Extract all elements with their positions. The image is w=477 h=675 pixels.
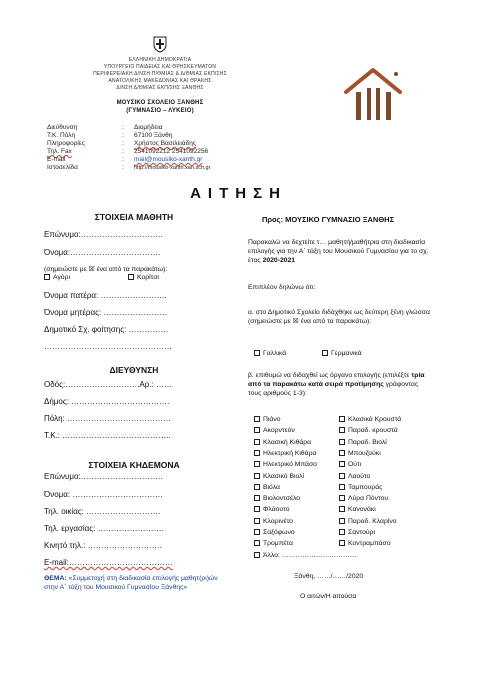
instrument-label: Μπουζούκι xyxy=(348,449,381,457)
instrument-option[interactable] xyxy=(254,484,280,491)
instrument-option[interactable] xyxy=(339,529,375,536)
school-logo-icon xyxy=(338,62,408,122)
contact-value: Διομήδεια xyxy=(134,124,163,131)
student-name-field[interactable]: Όνομα:……………………………. xyxy=(44,248,161,257)
instrument-option[interactable] xyxy=(254,473,304,480)
instrument-label: Παραδ. Κλαρίνο xyxy=(348,517,397,525)
instrument-label: Παραδ. Βιολί xyxy=(348,438,387,446)
father-name-field[interactable]: Όνομα πατέρα: ……………………. xyxy=(44,291,167,300)
instrument-option[interactable] xyxy=(254,450,316,457)
coat-of-arms-icon xyxy=(151,35,169,53)
french-label: Γαλλικά xyxy=(263,350,287,357)
instrument-question: β. επιθυμώ να διδαχθεί ως όργανο επιλογής (επιλέξτε τρία από τα παρακάτω κατά σειρά προτίμησης γράφοντας τους αριθμούς 1-3): xyxy=(248,372,425,397)
instrument-label: Πιάνο xyxy=(263,416,281,423)
contact-value: Χρήστος Βασιλειάδης xyxy=(134,140,196,147)
instrument-label: Λαούτο xyxy=(348,472,371,480)
student-surname-field[interactable]: Επώνυμο:…………………………. xyxy=(44,230,163,239)
checkbox-icon[interactable] xyxy=(254,495,260,501)
checkbox-icon[interactable] xyxy=(254,552,260,558)
french-option[interactable] xyxy=(254,350,286,357)
checkbox-icon[interactable] xyxy=(339,540,345,546)
checkbox-icon[interactable] xyxy=(254,439,260,445)
street-field[interactable]: Οδός:……………………….Αρ.: …… xyxy=(44,380,172,389)
page-title: ΑΙΤΗΣΗ xyxy=(190,185,287,202)
checkbox-icon[interactable] xyxy=(254,473,260,479)
checkbox-icon[interactable] xyxy=(339,473,345,479)
instrument-label: Κανονάκι xyxy=(348,506,376,514)
instrument-label: Κλαρινέτο xyxy=(263,517,293,525)
instrument-label: Τρομπέτα xyxy=(263,540,293,548)
contact-label: Τηλ. Fax xyxy=(47,148,72,155)
instrument-label: Σαντούρι xyxy=(348,529,375,536)
gender-girl-option[interactable] xyxy=(128,274,159,281)
checkbox-icon[interactable] xyxy=(339,427,345,433)
checkbox-icon[interactable] xyxy=(339,439,345,445)
instrument-option[interactable] xyxy=(254,506,290,513)
header-line: ΥΠΟΥΡΓΕΙΟ ΠΑΙΔΕΙΑΣ ΚΑΙ ΘΡΗΣΚΕΥΜΑΤΩΝ xyxy=(103,64,217,70)
instrument-label: Άλλο: …………………………… xyxy=(263,551,357,559)
subject-block xyxy=(44,574,224,592)
municipality-field[interactable]: Δήμος: ………………………………. xyxy=(44,397,170,406)
german-label: Γερμανικά xyxy=(331,350,362,357)
checkbox-icon[interactable] xyxy=(339,495,345,501)
student-heading: ΣΤΟΙΧΕΙΑ ΜΑΘΗΤΗ xyxy=(94,212,174,222)
german-option[interactable] xyxy=(322,350,362,357)
checkbox-icon[interactable] xyxy=(254,540,260,546)
checkbox-icon[interactable] xyxy=(44,274,50,280)
date-field[interactable]: Ξάνθη, ……/……/2020 xyxy=(294,573,364,580)
checkbox-icon[interactable] xyxy=(339,484,345,490)
instrument-option[interactable] xyxy=(339,439,387,446)
checkbox-icon[interactable] xyxy=(339,416,345,422)
contact-value: 2541092212 2541092256 xyxy=(134,148,209,155)
guardian-heading: ΣΤΟΙΧΕΙΑ ΚΗΔΕΜΟΝΑ xyxy=(88,460,180,470)
checkbox-icon[interactable] xyxy=(339,529,345,535)
checkbox-icon[interactable] xyxy=(254,350,260,356)
instrument-label: Κλασικά Κρουστά xyxy=(348,416,402,423)
instrument-option[interactable] xyxy=(254,552,357,559)
email-field[interactable]: E-mail:………………………………… xyxy=(44,558,173,567)
boy-label: Αγόρι xyxy=(53,274,70,281)
contact-value[interactable]: http://mousiko-xanth.xan.sch.gr xyxy=(134,165,211,171)
contact-value[interactable]: mail@mousiko-xanth.gr xyxy=(134,156,203,163)
contact-label: E-mail xyxy=(47,156,66,163)
instrument-label: Βιολοντσέλο xyxy=(263,495,301,503)
instrument-label: Κλασικό Βιολί xyxy=(263,472,305,480)
instrument-option[interactable] xyxy=(254,439,311,446)
instrument-option[interactable] xyxy=(254,495,300,502)
home-phone-field[interactable]: Τηλ. οικίας: ………………………. xyxy=(44,507,161,516)
instrument-option[interactable] xyxy=(254,461,317,468)
language-question: α. στο Δημοτικό Σχολείο διδάχθηκε ως δεύτερη ξένη γλώσσα (σημειώστε με ☒ ένα από τα παρακάτω): xyxy=(248,309,430,325)
gender-boy-option[interactable] xyxy=(44,274,70,281)
checkbox-icon[interactable] xyxy=(322,350,328,356)
instrument-option[interactable] xyxy=(254,529,295,536)
header-line: ΕΛΛΗΝΙΚΗ ΔΗΜΟΚΡΑΤΙΑ xyxy=(128,57,192,63)
instrument-label: Ηλεκτρική Κιθάρα xyxy=(263,449,317,457)
instrument-label: Ηλεκτρικό Μπάσο xyxy=(263,461,317,469)
contact-value: 67100 Ξάνθη xyxy=(134,132,173,139)
checkbox-icon[interactable] xyxy=(339,450,345,456)
instrument-option[interactable] xyxy=(339,450,381,457)
mother-name-field[interactable]: Όνομα μητέρας: …………………… xyxy=(44,308,168,317)
instrument-option[interactable] xyxy=(254,416,281,423)
request-paragraph xyxy=(248,238,433,265)
instrument-label: Φλάουτο xyxy=(263,506,290,514)
signature-label: Ο αιτών/Η αιτούσα xyxy=(300,593,357,600)
checkbox-icon[interactable] xyxy=(339,518,345,524)
instrument-option[interactable] xyxy=(254,540,293,547)
school-year: 2020-2021 xyxy=(262,257,296,264)
checkbox-icon[interactable] xyxy=(254,506,260,512)
checkbox-icon[interactable] xyxy=(254,518,260,524)
checkbox-icon[interactable] xyxy=(254,529,260,535)
gender-note: (σημειώστε με ☒ ένα από τα παρακάτω): xyxy=(44,266,168,273)
request-text: Παρακαλώ να δεχτείτε τ… μαθητή/μαθήτρια στη διαδικασία επιλογής για την Α΄ τάξη του Μουσικού Γυμνασίου για το σχ. έτος xyxy=(248,239,429,264)
instrument-label: Κλασική Κιθάρα xyxy=(263,438,312,446)
instrument-option[interactable] xyxy=(339,540,391,547)
contact-label: Ιστοσελίδα xyxy=(47,164,78,171)
instrument-option[interactable] xyxy=(339,473,370,480)
guardian-name-field[interactable]: Όνομα: ……………………………. xyxy=(44,490,163,499)
instrument-option[interactable] xyxy=(339,427,398,434)
instrument-option[interactable] xyxy=(254,518,293,525)
instrument-label: Σαξόφωνο xyxy=(263,529,295,536)
declare-text: Επιπλέον δηλώνω ότι: xyxy=(248,284,316,291)
girl-label: Κορίτσι xyxy=(137,274,159,281)
checkbox-icon[interactable] xyxy=(339,506,345,512)
checkbox-icon[interactable] xyxy=(254,427,260,433)
checkbox-icon[interactable] xyxy=(254,484,260,490)
checkbox-icon[interactable] xyxy=(339,461,345,467)
instrument-option[interactable] xyxy=(339,518,397,525)
header-line: Δ/ΝΣΗ Δ/ΘΜΙΑΣ ΕΚΠ/ΣΗΣ ΞΑΝΘΗΣ xyxy=(116,85,204,91)
instrument-option[interactable] xyxy=(339,495,388,502)
mobile-field[interactable]: Κινητό τηλ.: ………………………. xyxy=(44,541,162,550)
school-name: ΜΟΥΣΙΚΟ ΣΧΟΛΕΙΟ ΞΑΝΘΗΣ xyxy=(116,100,204,106)
contact-label: Τ.Κ. Πόλη xyxy=(47,132,76,139)
subject-label: ΘΕΜΑ: xyxy=(44,575,67,582)
city-field[interactable]: Πόλη: ………………………………… xyxy=(44,414,171,423)
instrument-label: Παραδ. κρουστά xyxy=(348,427,398,435)
header-line: ΑΝΑΤΟΛΙΚΗΣ ΜΑΚΕΔΟΝΙΑΣ ΚΑΙ ΘΡΑΚΗΣ xyxy=(108,78,212,84)
address-heading: ΔΙΕΥΘΥΝΣΗ xyxy=(109,365,159,375)
instrument-label: Βιόλα xyxy=(263,483,280,491)
instrument-label: Λύρα Πόντου xyxy=(348,495,389,503)
checkbox-icon[interactable] xyxy=(254,416,260,422)
instrument-option[interactable] xyxy=(339,416,401,423)
contact-label: Πληροφορίες xyxy=(47,140,85,147)
instrument-option[interactable] xyxy=(339,461,361,468)
zip-field[interactable]: Τ.Κ.: ………………………………….. xyxy=(44,431,171,440)
contact-block: Διεύθυνση : Διομήδεια Τ.Κ. Πόλη : 67100 Ξάνθη Πληροφορίες : Χρήστος Βασιλειάδης Τηλ. Fax : 2541092212 2541092256 E-mail : mail@mousiko-xanth.gr Ιστοσελίδα : http://mousiko-xanth.xan.sch.gr xyxy=(47,124,211,171)
contact-label: Διεύθυνση xyxy=(47,124,78,131)
instrument-label: Κοντραμπάσο xyxy=(348,540,391,548)
header-line: ΠΕΡΙΦΕΡΕΙΑΚΗ Δ/ΝΣΗ Π/ΘΜΙΑΣ & Δ/ΘΜΙΑΣ ΕΚΠ/ΣΗΣ xyxy=(93,71,227,77)
guardian-surname-field[interactable]: Επώνυμο:…………………………. xyxy=(44,472,163,481)
primary-school-field[interactable]: Δημοτικό Σχ. φοίτησης: …………… xyxy=(44,325,169,334)
instrument-label: Ταμπουράς xyxy=(348,483,383,491)
extra-line-field[interactable]: ………………………………………… xyxy=(44,342,172,351)
instrument-option[interactable] xyxy=(339,506,376,513)
checkbox-icon[interactable] xyxy=(254,461,260,467)
recipient: Προς: ΜΟΥΣΙΚΟ ΓΥΜΝΑΣΙΟ ΞΑΝΘΗΣ xyxy=(262,215,395,224)
instrument-label: Ούτι xyxy=(348,461,362,469)
checkbox-icon[interactable] xyxy=(254,450,260,456)
instrument-option[interactable] xyxy=(339,484,382,491)
work-phone-field[interactable]: Τηλ. εργασίας: ……………………. xyxy=(44,524,164,533)
subject-text: «Συμμετοχή στη διαδικασία επιλογής μαθητ(ρι)ών στην Α΄ τάξη του Μουσικού Γυμνασίου Ξάνθης» xyxy=(44,575,218,591)
instrument-label: Ακορντεόν xyxy=(263,427,295,435)
school-subtitle: (ΓΥΜΝΑΣΙΟ – ΛΥΚΕΙΟ) xyxy=(126,108,194,114)
instrument-option[interactable] xyxy=(254,427,295,434)
checkbox-icon[interactable] xyxy=(128,274,134,280)
